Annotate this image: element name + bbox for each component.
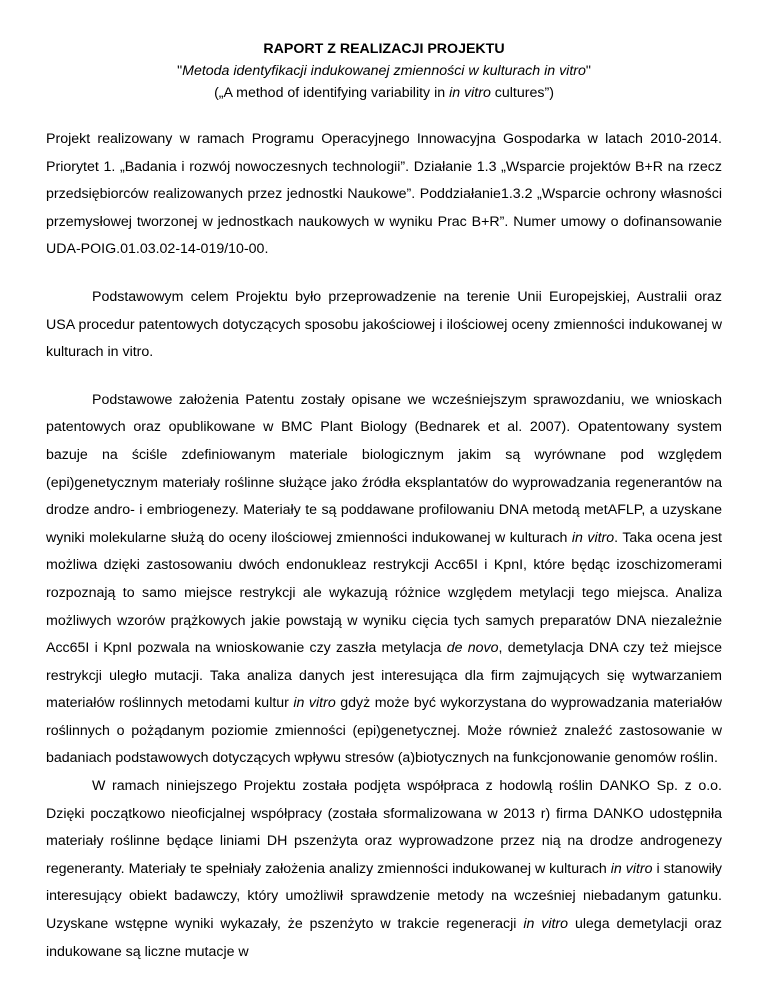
text-run: gdyż może być wykorzystana do wyprowadzania materiałów roślinnych o pożądanym poziomie zmienności (epi)genetycznej. Może również znaleźć zastosowanie w badaniach podstawowych dotyczących wpływu stresów (a)biotycznych na funkcjonowanie genomów roślin.	[46, 695, 722, 767]
project-title-en-italic: in vitro	[449, 85, 491, 101]
project-title-en-part: cultures”)	[490, 85, 554, 101]
text-run-italic: de novo	[446, 640, 499, 657]
text-run: , demetylacja DNA czy też miejsce restrykcji uległo mutacji. Taka analiza danych jest interesująca dla firm zajmujących się wytwarzaniem materiałów roślinnych metodami kultur	[46, 640, 723, 712]
quote-close: "	[585, 63, 591, 79]
quote-open: "	[177, 63, 183, 79]
project-title-pl	[46, 60, 722, 82]
paragraph-goal: Podstawowym celem Projektu było przeprowadzenie na terenie Unii Europejskiej, Australii oraz USA procedur patentowych dotyczących sposobu jakościowej i ilościowej oceny zmienności indukowanej w kulturach in vitro.	[46, 288, 722, 361]
text-run: Podstawowe założenia Patentu zostały opisane we wcześniejszym sprawozdaniu, we wnioskach patentowych oraz opublikowane w BMC Plant Biology (Bednarek et al. 2007). Opatentowany system bazuje na ściśle zdefiniowanym materiale biologicznym jakim są wyrównane pod względem (epi)genetycznym materiały roślinne służące jako źródła eksplantatów do wyprowadzania regenerantów na drodze andro- i embriogenezy. Materiały te są poddawane profilowaniu DNA metodą metAFLP, a uzyskane wyniki molekularne służą do oceny ilościowej zmienności indukowanej w kulturach	[46, 391, 722, 546]
project-title-en-part: („A method of identifying variability in	[214, 85, 450, 101]
text-run-italic: in vitro	[610, 860, 653, 877]
text-run-italic: in vitro	[523, 916, 569, 933]
text-run: ulega demetylacji oraz indukowane są liczne mutacje w	[46, 916, 723, 960]
text-run-italic: in vitro	[293, 695, 336, 712]
text-run-italic: in vitro	[571, 529, 615, 546]
text-run: . Taka ocena jest możliwa dzięki zastosowaniu dwóch endonukleaz restrykcji Acc65I i KpnI, które będąc izoschizomerami rozpoznają to samo miejsce restrykcji ale wykazują różnice względem metylacji tego miejsca. Analiza możliwych wzorów prążkowych jakie powstają w wyniku cięcia tych samych preparatów DNA niezależnie Acc65I i KpnI pozwala na wnioskowanie czy zaszła metylacja	[46, 529, 722, 657]
paragraph-funding: Projekt realizowany w ramach Programu Operacyjnego Innowacyjna Gospodarka w latach 2010-2014. Priorytet 1. „Badania i rozwój nowoczesnych technologii”. Działanie 1.3 „Wsparcie projektów B+R na rzecz przedsiębiorców realizowanych przez jednostki Naukowe”. Poddziałanie1.3.2 „Wsparcie ochrony własności przemysłowej tworzonej w jednostkach naukowych w wyniku Prac B+R”. Numer umowy o dofinansowanie UDA-POIG.01.03.02-14-019/10-00.	[46, 131, 722, 258]
paragraph-patent	[46, 387, 722, 773]
paragraph-cooperation	[46, 773, 722, 966]
project-title-en	[46, 82, 722, 104]
text-run: W ramach niniejszego Projektu została podjęta współpraca z hodowlą roślin DANKO Sp. z o.o. Dzięki początkowo nieoficjalnej współpracy (została sformalizowana w 2013 r) firma DANKO udostępniła materiały roślinne będące liniami DH pszenżyta oraz wyprowadzone przez nią na drodze androgenezy regeneranty. Materiały te spełniały założenia analizy zmienności indukowanej w kulturach	[46, 778, 722, 877]
project-title-pl-text: Metoda identyfikacji indukowanej zmienności w kulturach in vitro	[182, 63, 586, 79]
text-run: i stanowiły interesujący obiekt badawczy, który umożliwił sprawdzenie metody na wcześniej niebadanym gatunku. Uzyskane wstępne wyniki wykazały, że pszenżyto w trakcie regeneracji	[46, 860, 723, 933]
report-title: RAPORT Z REALIZACJI PROJEKTU	[263, 41, 505, 57]
document-page	[46, 38, 722, 966]
